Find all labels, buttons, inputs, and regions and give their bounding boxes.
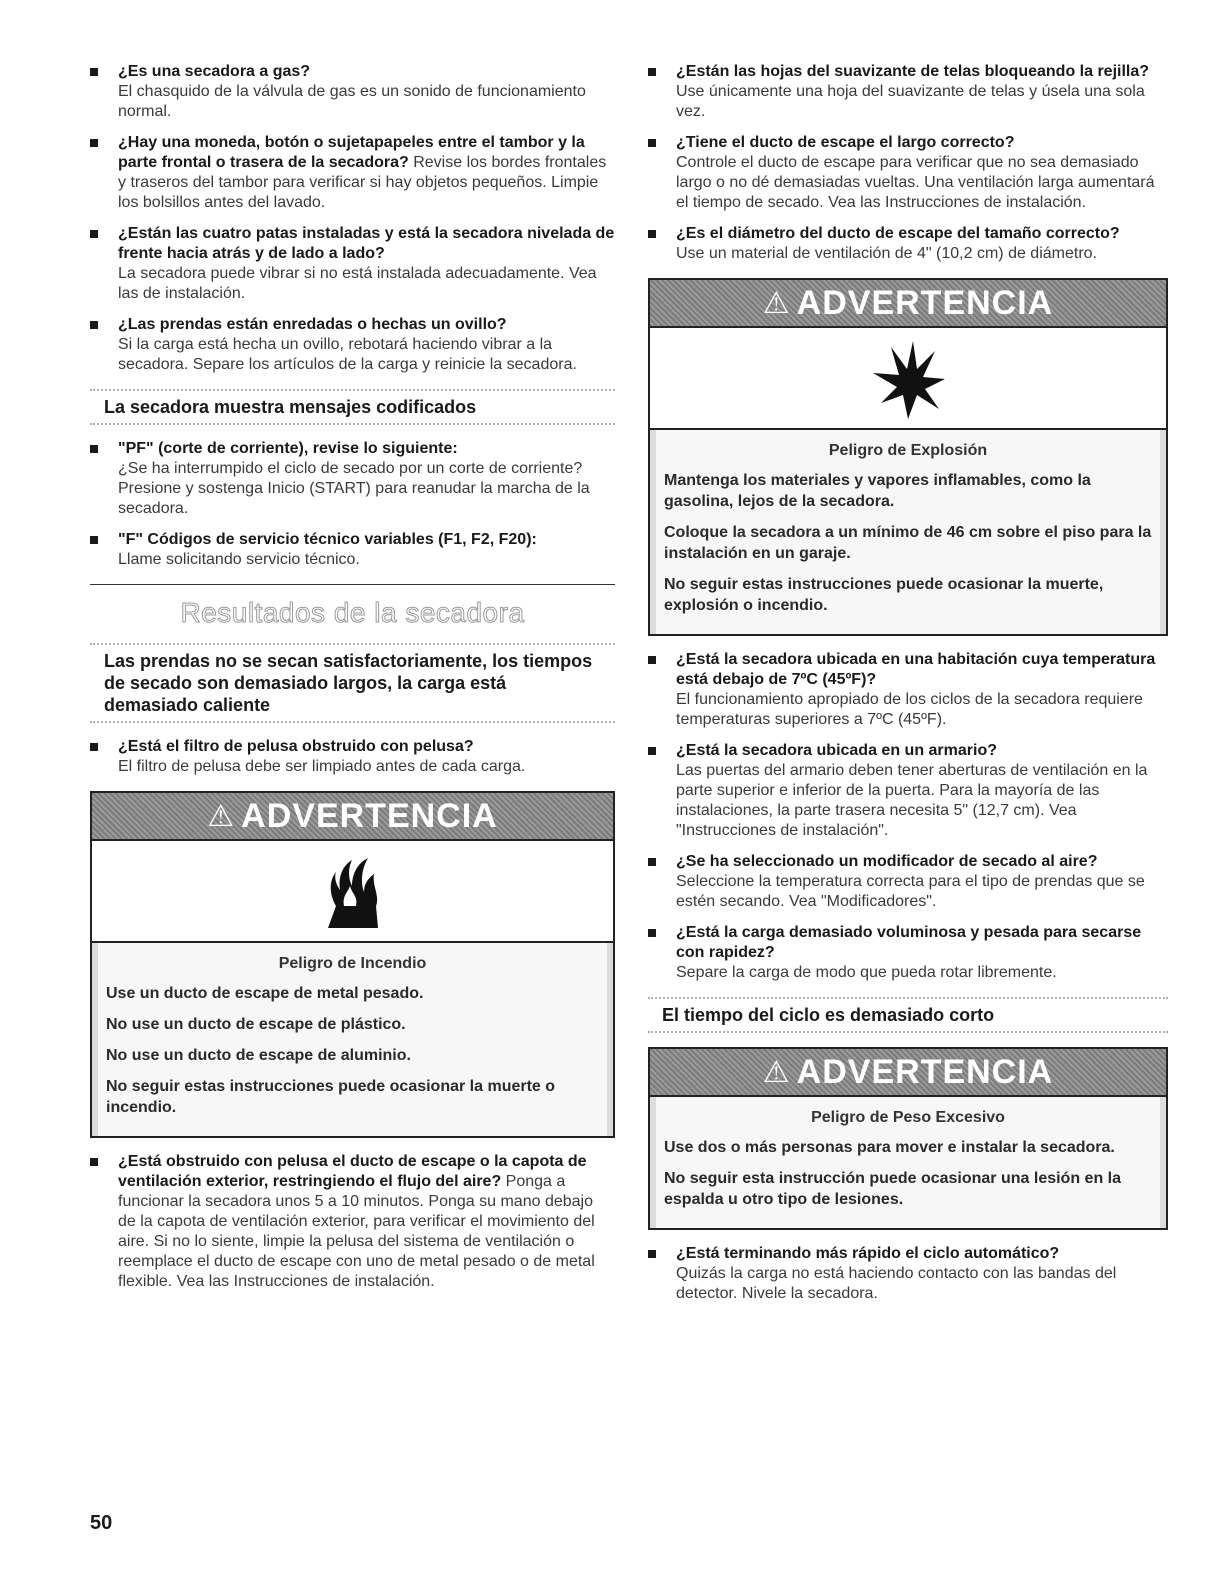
list-item <box>90 224 615 304</box>
question: ¿Tiene el ducto de escape el largo correcto? <box>676 134 1015 151</box>
divider <box>90 584 615 585</box>
page-number: 50 <box>90 1512 113 1534</box>
warning-line: Use dos o más personas para mover e instalar la secadora. <box>664 1139 1115 1156</box>
list-item <box>90 62 615 122</box>
warning-header-label: ADVERTENCIA <box>241 796 498 835</box>
list-item <box>648 852 1168 912</box>
answer: El filtro de pelusa debe ser limpiado antes de cada carga. <box>118 758 526 775</box>
warning-line: Coloque la secadora a un mínimo de 46 cm sobre el piso para la instalación en un garaje. <box>664 524 1152 562</box>
question: ¿Hay una moneda, botón o sujetapapeles entre el tambor y la parte frontal o trasera de la secadora? <box>118 134 585 171</box>
warning-triangle-icon: ⚠ <box>207 799 236 833</box>
list-item <box>648 650 1168 730</box>
list-item <box>90 1152 615 1292</box>
question: ¿Está el filtro de pelusa obstruido con pelusa? <box>118 738 474 755</box>
question: ¿Las prendas están enredadas o hechas un ovillo? <box>118 316 507 333</box>
left-column <box>90 62 615 1303</box>
warning-box-fire <box>90 791 615 1138</box>
question: "F" Códigos de servicio técnico variables (F1, F2, F20): <box>118 531 537 548</box>
list-item <box>648 1244 1168 1304</box>
warning-body <box>650 430 1166 634</box>
question: ¿Está la secadora ubicada en una habitación cuya temperatura está debajo de 7ºC (45ºF)? <box>676 651 1156 688</box>
question: ¿Es una secadora a gas? <box>118 63 311 80</box>
answer: Llame solicitando servicio técnico. <box>118 551 360 568</box>
warning-body <box>650 1097 1166 1228</box>
right-column <box>648 62 1168 1315</box>
section-title: Resultados de la secadora <box>180 597 525 628</box>
warning-triangle-icon: ⚠ <box>762 286 791 320</box>
list-item <box>648 224 1168 264</box>
warning-title: Peligro de Incendio <box>278 955 427 972</box>
answer: El chasquido de la válvula de gas es un sonido de funcionamiento normal. <box>118 83 586 120</box>
answer: Seleccione la temperatura correcta para el tipo de prendas que se estén secando. Vea "Modificadores". <box>676 873 1145 910</box>
question: "PF" (corte de corriente), revise lo siguiente: <box>118 440 458 457</box>
answer: El funcionamiento apropiado de los ciclos de la secadora requiere temperaturas superiores a 7ºC (45ºF). <box>676 691 1143 728</box>
answer: Separe la carga de modo que pueda rotar libremente. <box>676 964 1057 981</box>
question: ¿Está la secadora ubicada en un armario? <box>676 742 997 759</box>
warning-line: No seguir esta instrucción puede ocasionar una lesión en la espalda u otro tipo de lesiones. <box>664 1170 1122 1208</box>
warning-header-label: ADVERTENCIA <box>796 1052 1054 1091</box>
question: ¿Se ha seleccionado un modificador de secado al aire? <box>676 853 1098 870</box>
subheading-coded-messages: La secadora muestra mensajes codificados <box>90 389 615 425</box>
answer: Use únicamente una hoja del suavizante de telas y úsela una sola vez. <box>676 83 1145 120</box>
list-item <box>648 741 1168 841</box>
subheading-drying-results: Las prendas no se secan satisfactoriamente, los tiempos de secado son demasiado largos, la carga está demasiado caliente <box>90 643 615 723</box>
subheading-cycle-too-short: El tiempo del ciclo es demasiado corto <box>648 997 1168 1033</box>
warning-box-explosion <box>648 278 1168 636</box>
answer: Controle el ducto de escape para verificar que no sea demasiado largo o no dé demasiadas vueltas. Una ventilación larga aumentará el tiempo de secado. Vea las Instrucciones de instalación. <box>676 154 1155 211</box>
warning-header <box>650 1049 1166 1097</box>
warning-body <box>92 943 613 1136</box>
warning-line: No use un ducto de escape de plástico. <box>106 1016 406 1033</box>
list-item <box>648 62 1168 122</box>
answer: Las puertas del armario deben tener aberturas de ventilación en la parte superior e inferior de la puerta. Para la mayoría de las instalaciones, la parte trasera necesita 5" (12,7 cm). Vea "Instrucciones de instalación". <box>676 762 1148 839</box>
list-item <box>648 133 1168 213</box>
answer: La secadora puede vibrar si no está instalada adecuadamente. Vea las de instalación. <box>118 265 597 302</box>
warning-title: Peligro de Explosión <box>828 442 988 459</box>
list-item <box>90 133 615 213</box>
answer: Si la carga está hecha un ovillo, rebotará haciendo vibrar a la secadora. Separe los artículos de la carga y reinicie la secadora. <box>118 336 577 373</box>
explosion-icon <box>650 328 1166 430</box>
warning-box-weight <box>648 1047 1168 1230</box>
question: ¿Están las cuatro patas instaladas y está la secadora nivelada de frente hacia atrás y de lado a lado? <box>118 225 615 262</box>
warning-triangle-icon: ⚠ <box>762 1055 791 1089</box>
list-item <box>90 439 615 519</box>
answer: Ponga a funcionar la secadora unos 5 a 10 minutos. Ponga su mano debajo de la capota de ventilación exterior, para verificar el movimiento del aire. Si no lo siente, limpie la pelusa del sistema de ventilación o reemplace el ducto de escape con uno de metal pesado o de metal flexible. Vea las Instrucciones de instalación. <box>118 1173 595 1290</box>
list-item <box>90 315 615 375</box>
question: ¿Es el diámetro del ducto de escape del tamaño correcto? <box>676 225 1120 242</box>
list-item <box>90 737 615 777</box>
warning-line: Use un ducto de escape de metal pesado. <box>106 985 424 1002</box>
warning-header <box>650 280 1166 328</box>
answer: Quizás la carga no está haciendo contacto con las bandas del detector. Nivele la secadora. <box>676 1265 1117 1302</box>
warning-line: Mantenga los materiales y vapores inflamables, como la gasolina, lejos de la secadora. <box>664 472 1091 510</box>
answer: Revise los bordes frontales y traseros del tambor para verificar si hay objetos pequeños. Limpie los bolsillos antes del lavado. <box>118 154 607 211</box>
question: ¿Está la carga demasiado voluminosa y pesada para secarse con rapidez? <box>676 924 1142 961</box>
question: ¿Está obstruido con pelusa el ducto de escape o la capota de ventilación exterior, restringiendo el flujo del aire? <box>118 1153 587 1190</box>
warning-header <box>92 793 613 841</box>
list-item <box>90 530 615 570</box>
warning-header-label: ADVERTENCIA <box>796 283 1054 322</box>
answer: ¿Se ha interrumpido el ciclo de secado por un corte de corriente? Presione y sostenga Inicio (START) para reanudar la marcha de la secadora. <box>118 460 590 517</box>
question: ¿Están las hojas del suavizante de telas bloqueando la rejilla? <box>676 63 1150 80</box>
fire-icon <box>92 841 613 943</box>
list-item <box>648 923 1168 983</box>
answer: Use un material de ventilación de 4" (10,2 cm) de diámetro. <box>676 245 1097 262</box>
warning-line: No seguir estas instrucciones puede ocasionar la muerte, explosión o incendio. <box>664 576 1104 614</box>
warning-line: No use un ducto de escape de aluminio. <box>106 1047 411 1064</box>
warning-title: Peligro de Peso Excesivo <box>811 1109 1005 1126</box>
warning-line: No seguir estas instrucciones puede ocasionar la muerte o incendio. <box>106 1078 556 1116</box>
question: ¿Está terminando más rápido el ciclo automático? <box>676 1245 1060 1262</box>
